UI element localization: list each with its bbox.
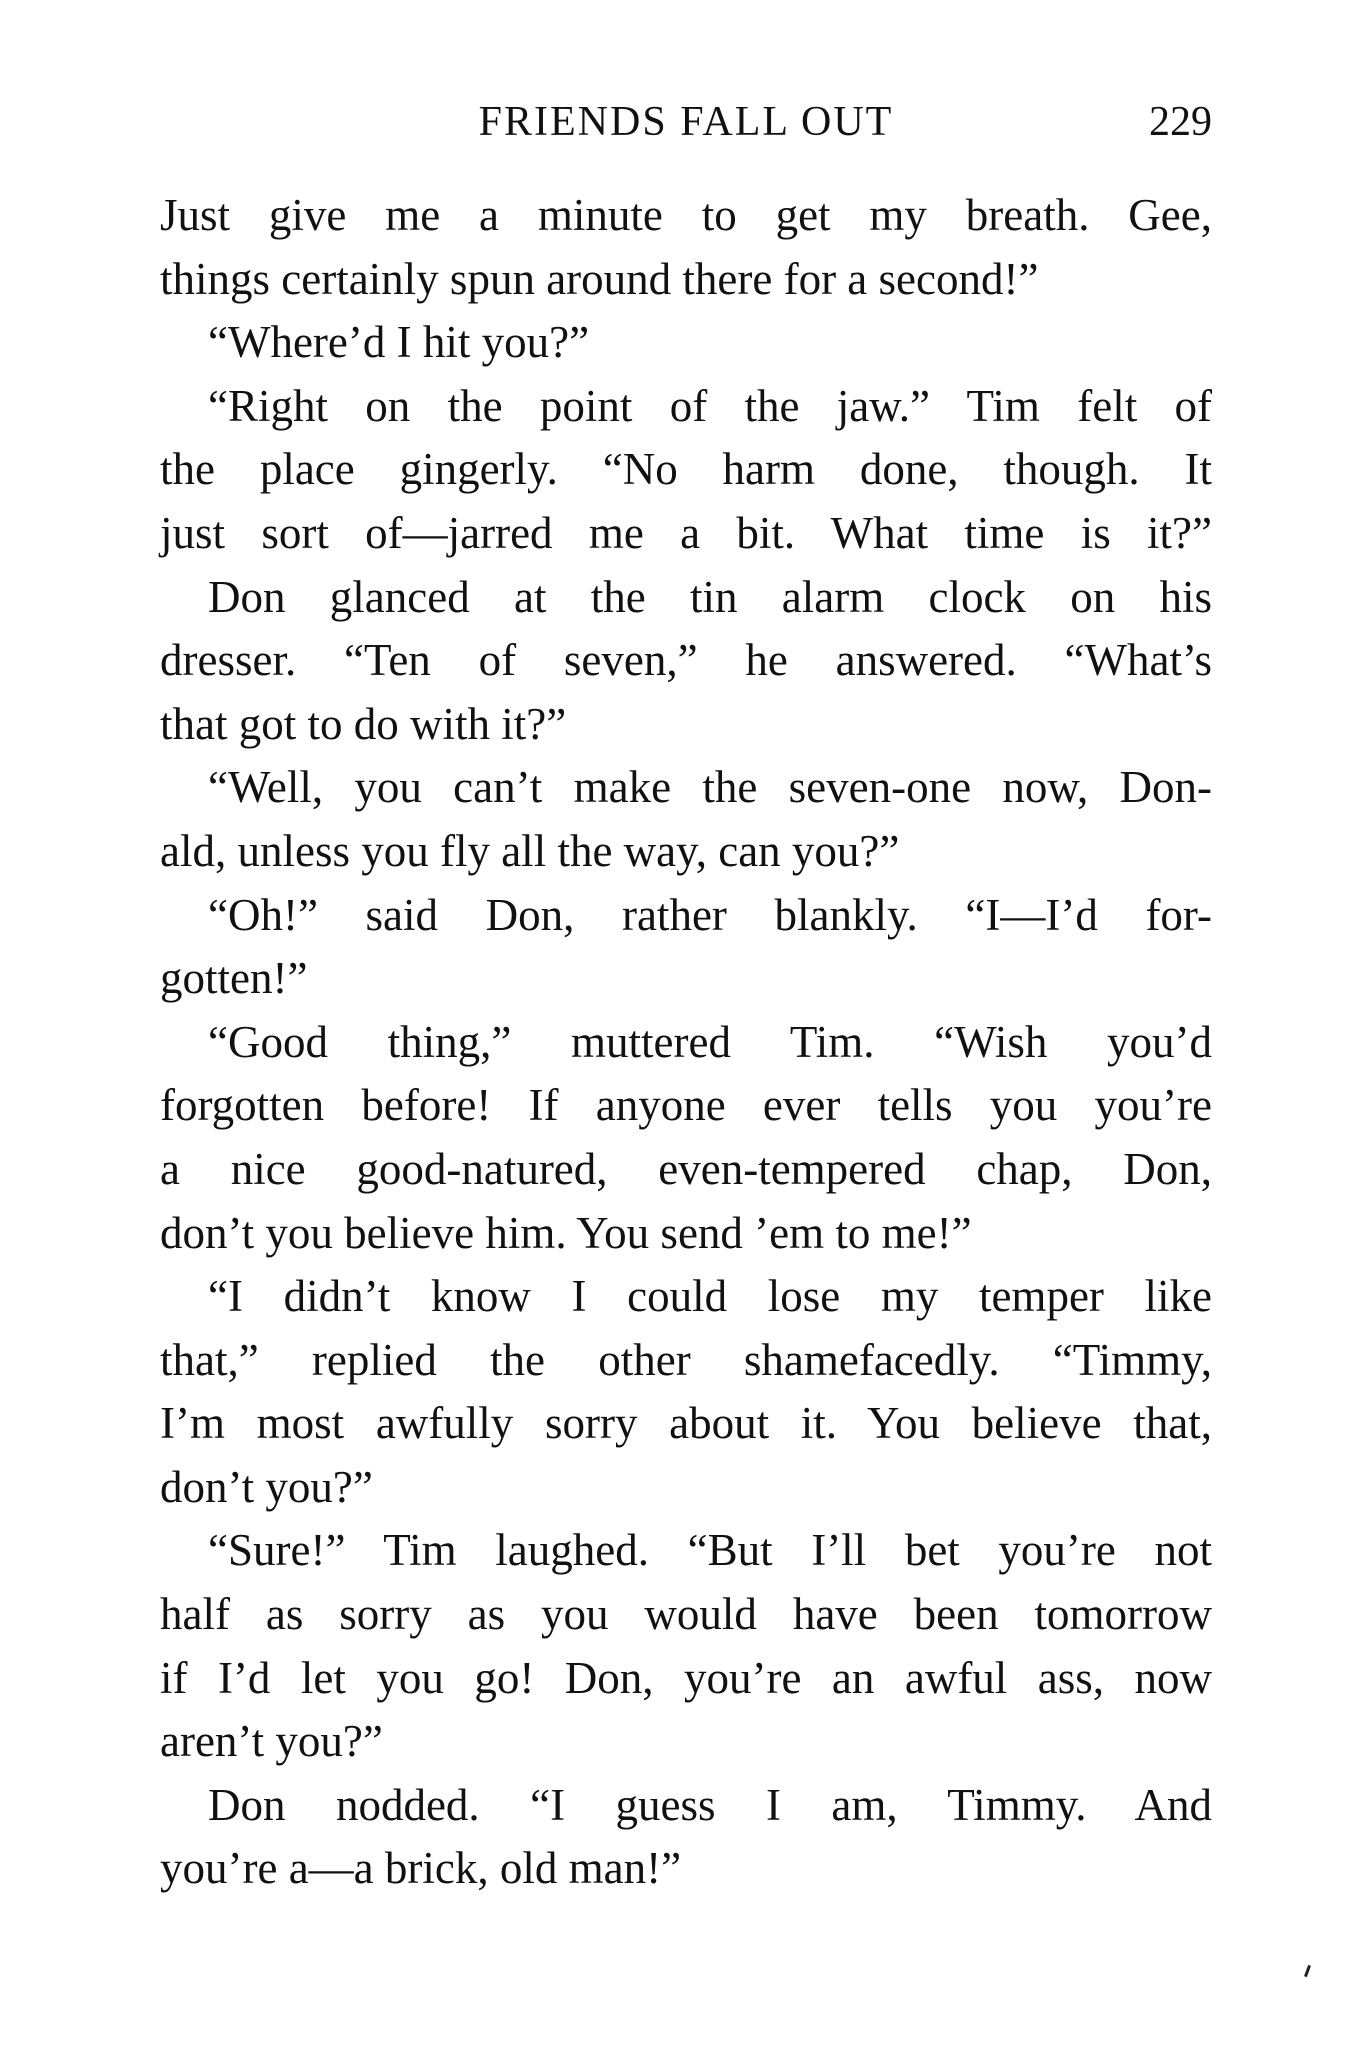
ink-speck [1304, 1965, 1311, 1977]
text-line: “I didn’t know I could lose my temper like [208, 1271, 1212, 1322]
text-line: gotten!” [160, 953, 308, 1004]
text-line: that got to do with it?” [160, 698, 567, 749]
text-line: “Sure!” Tim laughed. “But I’ll bet you’re not [208, 1525, 1212, 1576]
text-line: if I’d let you go! Don, you’re an awful ass, now [160, 1652, 1212, 1703]
text-line: Don glanced at the tin alarm clock on his [208, 571, 1212, 622]
text-line: ald, unless you fly all the way, can you?” [160, 825, 900, 876]
text-line: “Good thing,” muttered Tim. “Wish you’d [208, 1016, 1212, 1067]
text-line: just sort of—jarred me a bit. What time is it?” [160, 507, 1212, 558]
running-head [160, 92, 1212, 152]
text-line: dresser. “Ten of seven,” he answered. “What’s [160, 635, 1212, 686]
text-line: aren’t you?” [160, 1716, 383, 1767]
text-line: “Oh!” said Don, rather blankly. “I—I’d for- [208, 889, 1212, 940]
text-line: don’t you believe him. You send ’em to me!” [160, 1207, 972, 1258]
text-line: Just give me a minute to get my breath. Gee, [160, 190, 1212, 240]
body-text [160, 184, 1212, 1901]
text-line: “Well, you can’t make the seven-one now, Don- [208, 762, 1212, 813]
text-line: a nice good-natured, even-tempered chap, Don, [160, 1143, 1212, 1194]
text-line: half as sorry as you would have been tomorrow [160, 1589, 1212, 1640]
text-line: “Where’d I hit you?” [208, 317, 590, 368]
text-line: the place gingerly. “No harm done, though. It [160, 444, 1212, 495]
text-line: things certainly spun around there for a second!” [160, 253, 1039, 304]
text-line: I’m most awfully sorry about it. You believe that, [160, 1398, 1212, 1449]
text-line: you’re a—a brick, old man!” [160, 1843, 682, 1894]
text-line: that,” replied the other shamefacedly. “Timmy, [160, 1334, 1212, 1385]
text-line: “Right on the point of the jaw.” Tim felt of [208, 380, 1212, 431]
page-number: 229 [1149, 99, 1212, 145]
text-line: Don nodded. “I guess I am, Timmy. And [208, 1779, 1212, 1830]
running-title: FRIENDS FALL OUT [478, 99, 894, 145]
text-line: forgotten before! If anyone ever tells you you’re [160, 1080, 1212, 1131]
text-line: don’t you?” [160, 1461, 373, 1512]
